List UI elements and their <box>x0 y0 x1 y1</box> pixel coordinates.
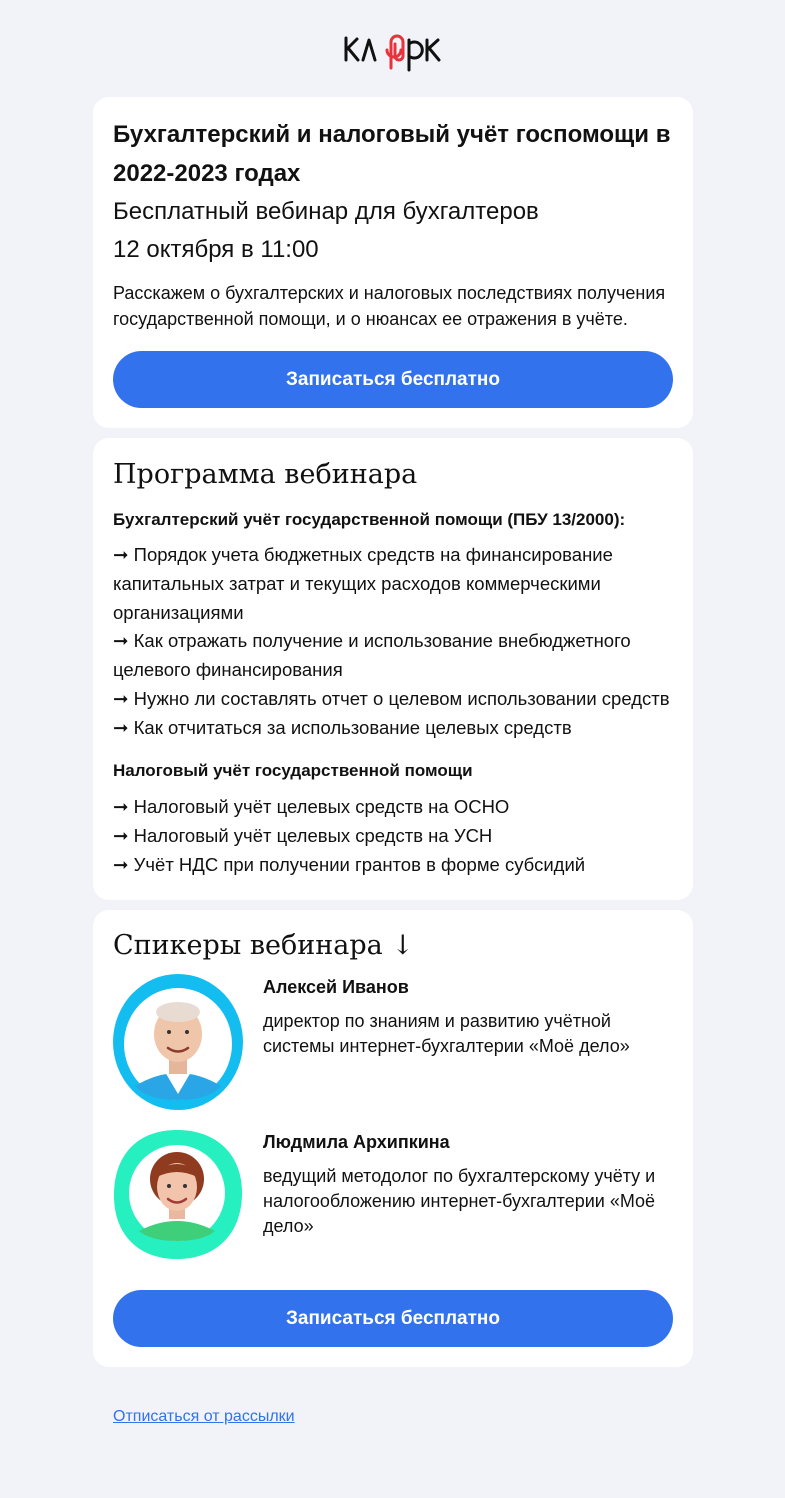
webinar-date: 12 октября в 11:00 <box>113 236 319 263</box>
list-item: ➞ Учёт НДС при получении грантов в форме субсидий <box>113 853 586 875</box>
register-button[interactable]: Записаться бесплатно <box>113 351 673 408</box>
speaker-name: Людмила Архипкина <box>263 1132 450 1152</box>
speaker-role: ведущий методолог по бухгалтерскому учёту и налогообложению интернет-бухгалтерии «Моё дело» <box>263 1166 656 1236</box>
webinar-title: Бухгалтерский и налоговый учёт госпомощи в 2022-2023 годах <box>113 121 671 187</box>
list-item: ➞ Как отчитаться за использование целевых средств <box>113 716 572 738</box>
speaker-item <box>113 974 673 1114</box>
list-item: ➞ Как отражать получение и использование внебюджетного целевого финансирования <box>113 630 631 681</box>
program-card <box>93 438 693 900</box>
program-list <box>113 793 678 879</box>
program-list <box>113 541 678 743</box>
program-section-title: Бухгалтерский учёт государственной помощи (ПБУ 13/2000): <box>113 510 626 529</box>
list-item: ➞ Налоговый учёт целевых средств на УСН <box>113 824 493 846</box>
webinar-intro-card <box>93 97 693 428</box>
list-item: ➞ Нужно ли составлять отчет о целевом использовании средств <box>113 687 670 709</box>
speaker-role: директор по знаниям и развитию учётной системы интернет-бухгалтерии «Моё дело» <box>263 1011 630 1056</box>
speaker-item <box>113 1129 673 1269</box>
speaker-avatar <box>113 974 243 1110</box>
webinar-subtitle: Бесплатный вебинар для бухгалтеров <box>113 198 539 225</box>
speaker-name: Алексей Иванов <box>263 977 409 997</box>
list-item: ➞ Налоговый учёт целевых средств на ОСНО <box>113 796 510 817</box>
register-button[interactable]: Записаться бесплатно <box>113 1290 673 1347</box>
program-heading: Программа вебинара <box>113 459 418 490</box>
logo-icon <box>343 30 443 74</box>
speakers-card <box>93 910 693 1367</box>
brand-logo[interactable] <box>0 28 785 76</box>
unsubscribe-link[interactable]: Отписаться от рассылки <box>113 1408 295 1425</box>
speakers-heading: Спикеры вебинара ↓ <box>113 930 414 961</box>
speaker-avatar <box>113 1129 243 1265</box>
program-section-title: Налоговый учёт государственной помощи <box>113 761 473 780</box>
list-item: ➞ Порядок учета бюджетных средств на финансирование капитальных затрат и текущих расходов коммерческими организациями <box>113 544 613 623</box>
webinar-description: Расскажем о бухгалтерских и налоговых последствиях получения государственной помощи, и о нюансах ее отражения в учёте. <box>113 283 666 329</box>
